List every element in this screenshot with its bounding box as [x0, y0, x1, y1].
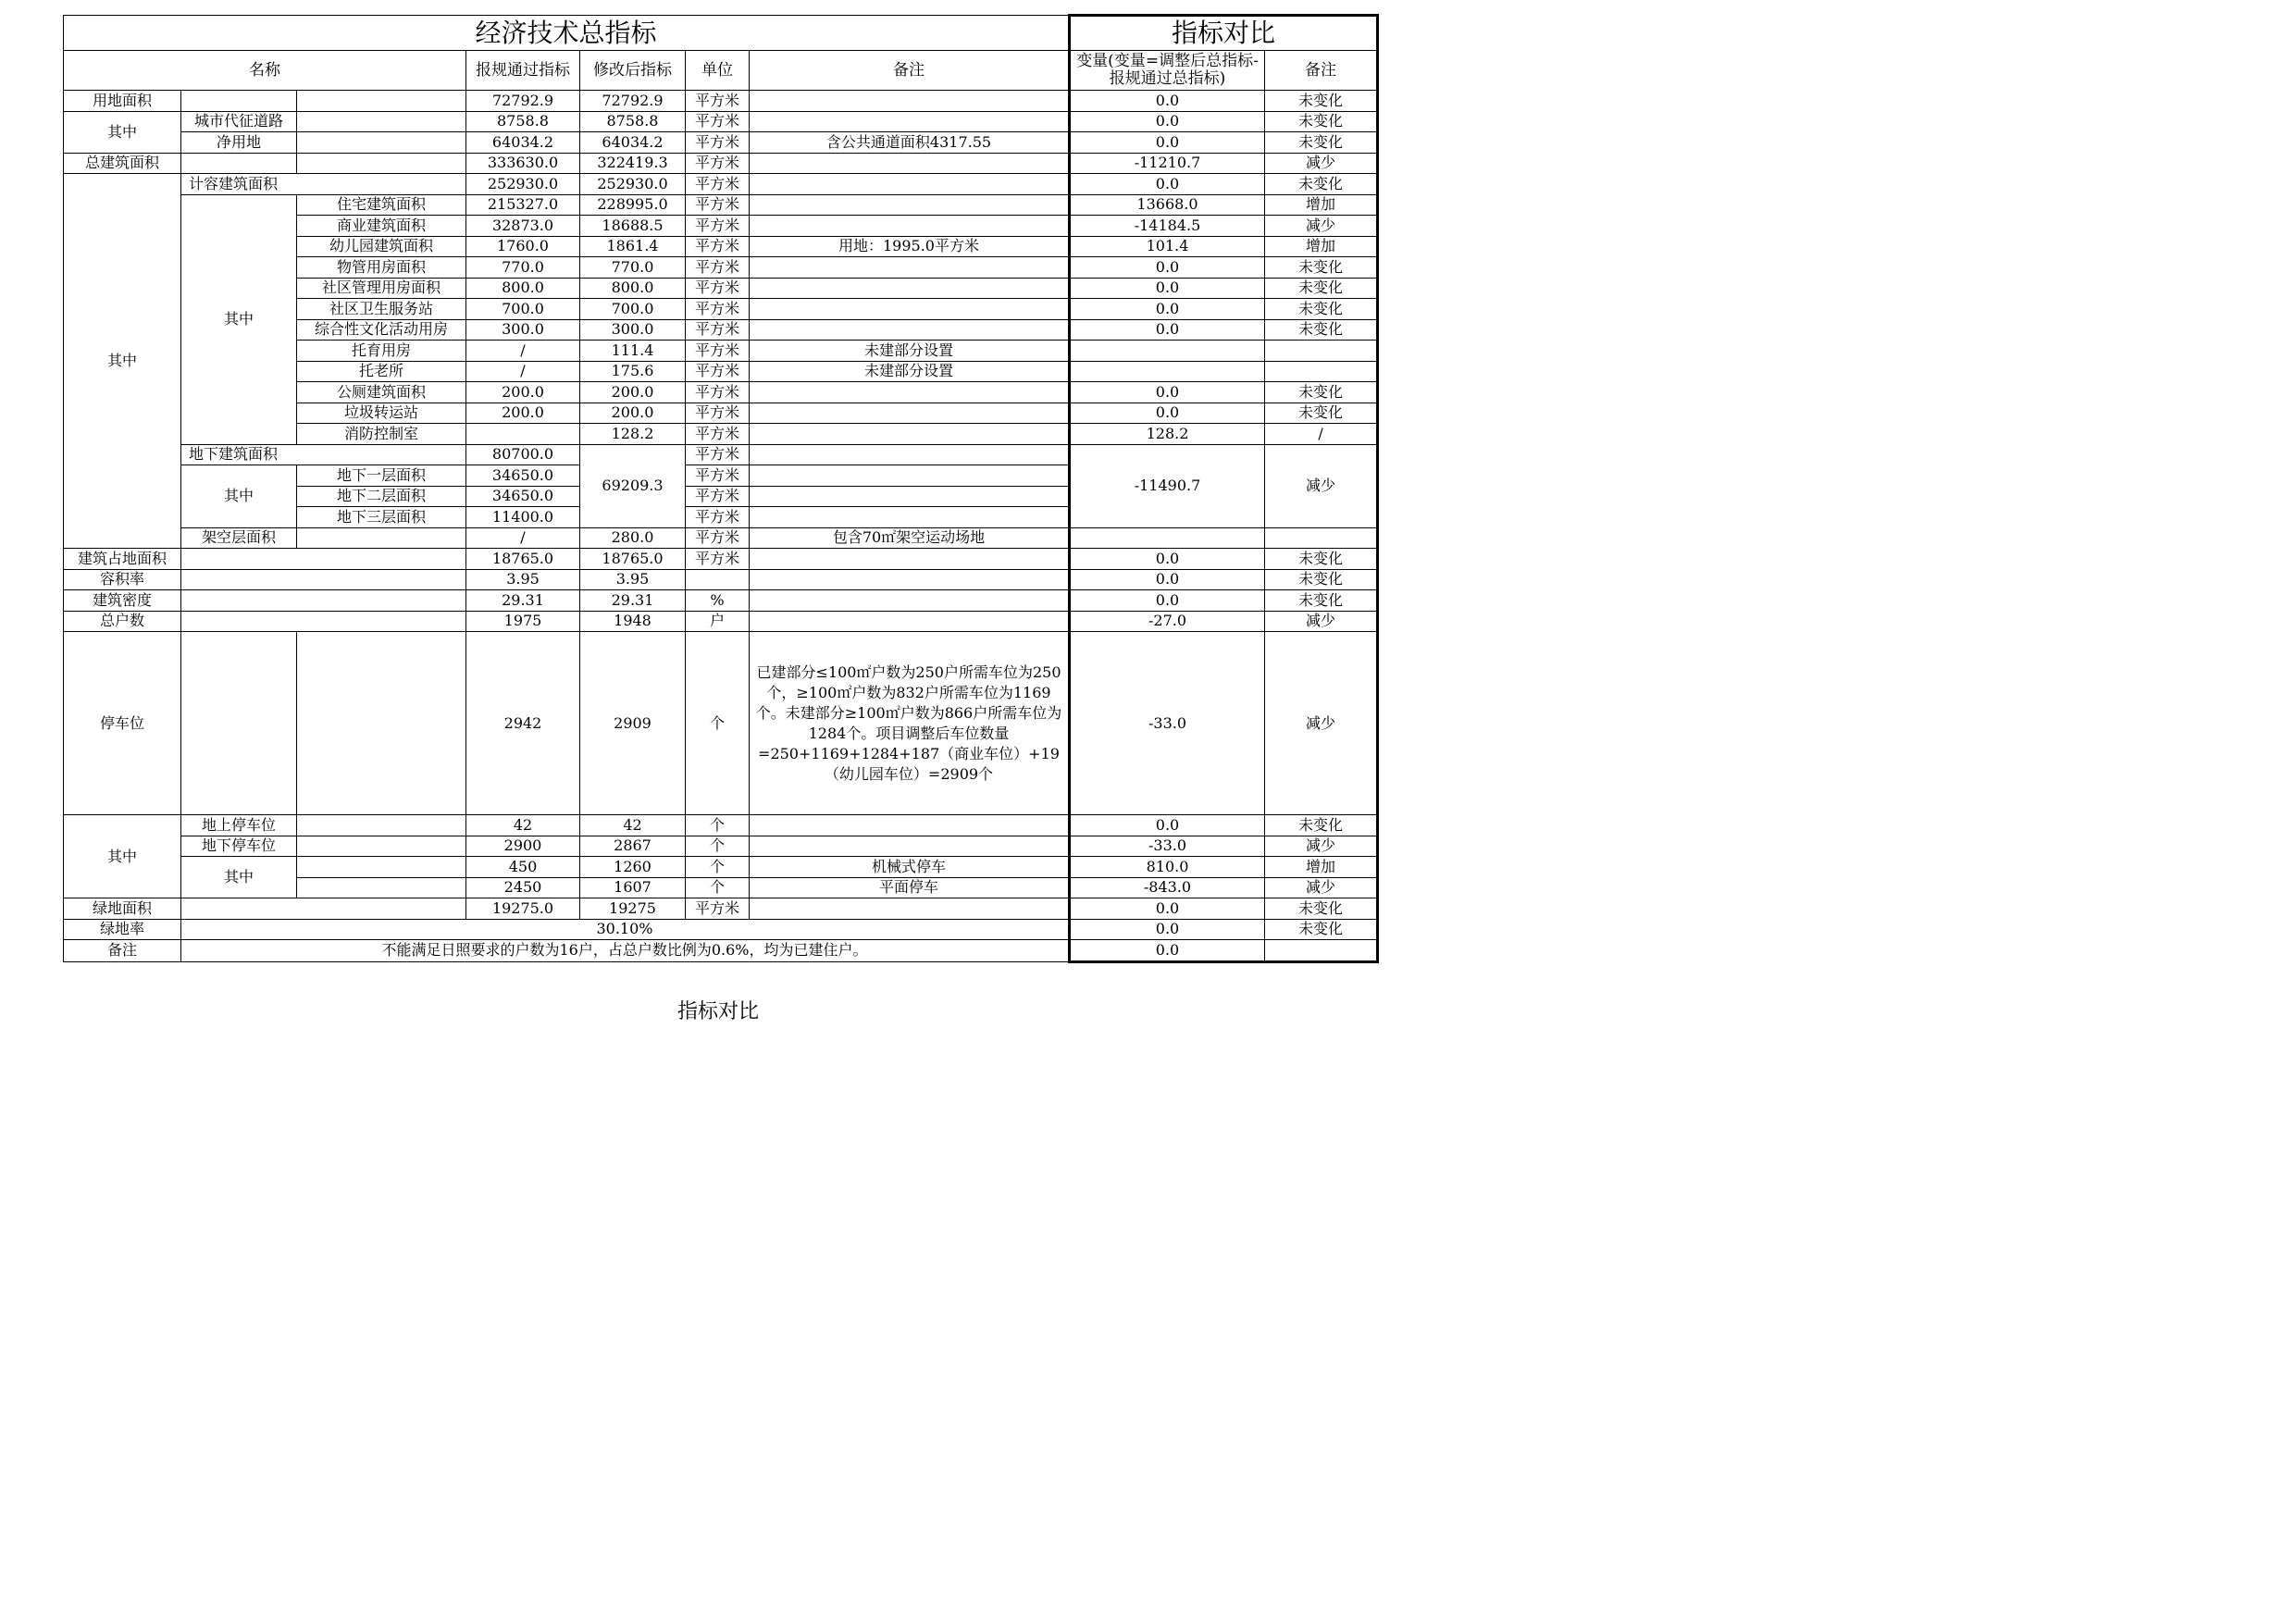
modified-cell: 770.0 [580, 257, 686, 279]
diff-cell: 0.0 [1070, 132, 1265, 154]
status-cell [1265, 361, 1378, 382]
modified-cell: 800.0 [580, 278, 686, 299]
modified-cell: 64034.2 [580, 132, 686, 154]
note-cell [750, 403, 1070, 424]
unit-cell: 平方米 [686, 236, 750, 257]
approved-cell: 450 [466, 857, 580, 878]
approved-cell: 32873.0 [466, 216, 580, 237]
note-cell [750, 174, 1070, 195]
note-cell [750, 216, 1070, 237]
note-cell [750, 319, 1070, 341]
row-label: 用地面积 [64, 91, 181, 112]
status-cell: 未变化 [1265, 299, 1378, 320]
unit-cell: 平方米 [686, 91, 750, 112]
modified-cell: 8758.8 [580, 111, 686, 132]
modified-cell: 2867 [580, 836, 686, 857]
diff-cell: 0.0 [1070, 590, 1265, 612]
approved-cell: 2450 [466, 877, 580, 898]
modified-cell: 1260 [580, 857, 686, 878]
row-label: 架空层面积 [181, 527, 297, 549]
modified-cell: 200.0 [580, 382, 686, 403]
group-label: 其中 [64, 111, 181, 153]
note-cell: 机械式停车 [750, 857, 1070, 878]
approved-cell: 64034.2 [466, 132, 580, 154]
diff-cell: 0.0 [1070, 898, 1265, 920]
modified-cell: 252930.0 [580, 174, 686, 195]
note-cell [750, 111, 1070, 132]
diff-cell: 0.0 [1070, 257, 1265, 279]
note-cell [750, 91, 1070, 112]
note-cell [750, 611, 1070, 632]
table-row [64, 111, 1378, 132]
row-label: 垃圾转运站 [297, 403, 466, 424]
table-row [64, 590, 1378, 612]
modified-cell: 128.2 [580, 424, 686, 445]
diff-cell [1070, 341, 1265, 362]
header-name: 名称 [64, 51, 466, 91]
table-row [64, 836, 1378, 857]
diff-cell: 13668.0 [1070, 194, 1265, 216]
note-cell [750, 424, 1070, 445]
row-label: 建筑密度 [64, 590, 181, 612]
modified-cell: 2909 [580, 632, 686, 815]
status-cell: 未变化 [1265, 319, 1378, 341]
row-label: 综合性文化活动用房 [297, 319, 466, 341]
row-label: 地下三层面积 [297, 507, 466, 528]
approved-cell: / [466, 341, 580, 362]
status-cell: 减少 [1265, 216, 1378, 237]
diff-cell: -33.0 [1070, 632, 1265, 815]
status-cell: 未变化 [1265, 132, 1378, 154]
unit-cell: 平方米 [686, 527, 750, 549]
table-row [64, 444, 1378, 465]
diff-cell: 0.0 [1070, 549, 1265, 570]
unit-cell: 平方米 [686, 174, 750, 195]
diff-cell: 0.0 [1070, 382, 1265, 403]
diff-cell: 0.0 [1070, 319, 1265, 341]
indicator-table [63, 14, 1379, 963]
unit-cell: 平方米 [686, 549, 750, 570]
table-row [64, 611, 1378, 632]
status-cell [1265, 940, 1378, 962]
note-cell [750, 836, 1070, 857]
unit-cell: 平方米 [686, 278, 750, 299]
diff-cell: -11210.7 [1070, 153, 1265, 174]
status-cell: 未变化 [1265, 278, 1378, 299]
modified-cell: 700.0 [580, 299, 686, 320]
modified-cell: 72792.9 [580, 91, 686, 112]
table-row [64, 194, 1378, 216]
row-label: 建筑占地面积 [64, 549, 181, 570]
unit-cell: 平方米 [686, 216, 750, 237]
table-row [64, 91, 1378, 112]
approved-cell: 80700.0 [466, 444, 580, 465]
diff-cell: -14184.5 [1070, 216, 1265, 237]
diff-cell: 101.4 [1070, 236, 1265, 257]
approved-cell: 19275.0 [466, 898, 580, 920]
approved-cell: 200.0 [466, 382, 580, 403]
modified-cell: 18765.0 [580, 549, 686, 570]
table-row [64, 132, 1378, 154]
status-cell: 增加 [1265, 857, 1378, 878]
status-cell [1265, 341, 1378, 362]
approved-cell: 18765.0 [466, 549, 580, 570]
approved-cell: 29.31 [466, 590, 580, 612]
status-cell: 未变化 [1265, 569, 1378, 590]
approved-cell: / [466, 527, 580, 549]
approved-cell: 333630.0 [466, 153, 580, 174]
row-label: 停车位 [64, 632, 181, 815]
note-cell: 平面停车 [750, 877, 1070, 898]
row-label: 地下建筑面积 [181, 444, 466, 465]
note-cell [750, 278, 1070, 299]
approved-cell: 215327.0 [466, 194, 580, 216]
note-cell [750, 153, 1070, 174]
diff-cell: -11490.7 [1070, 444, 1265, 527]
row-label: 商业建筑面积 [297, 216, 466, 237]
approved-cell: 8758.8 [466, 111, 580, 132]
diff-cell: 0.0 [1070, 569, 1265, 590]
status-cell: 增加 [1265, 194, 1378, 216]
group-label: 其中 [64, 815, 181, 898]
modified-cell: 3.95 [580, 569, 686, 590]
unit-cell: 个 [686, 815, 750, 836]
table-row [64, 527, 1378, 549]
header-unit: 单位 [686, 51, 750, 91]
row-label: 地下二层面积 [297, 486, 466, 507]
approved-cell: 2900 [466, 836, 580, 857]
unit-cell: 平方米 [686, 486, 750, 507]
status-cell: 减少 [1265, 444, 1378, 527]
table-row [64, 815, 1378, 836]
unit-cell: 平方米 [686, 319, 750, 341]
note-cell: 未建部分设置 [750, 361, 1070, 382]
group-label: 其中 [181, 194, 297, 444]
status-cell: / [1265, 424, 1378, 445]
note-cell: 用地：1995.0平方米 [750, 236, 1070, 257]
modified-cell: 300.0 [580, 319, 686, 341]
modified-cell: 19275 [580, 898, 686, 920]
status-cell: 未变化 [1265, 174, 1378, 195]
status-cell: 未变化 [1265, 382, 1378, 403]
unit-cell: 平方米 [686, 424, 750, 445]
table-row [64, 898, 1378, 920]
diff-cell: 0.0 [1070, 278, 1265, 299]
row-label: 备注 [64, 940, 181, 962]
approved-cell: 34650.0 [466, 465, 580, 487]
row-label: 社区管理用房面积 [297, 278, 466, 299]
row-label: 公厕建筑面积 [297, 382, 466, 403]
table-row [64, 632, 1378, 815]
unit-cell: 平方米 [686, 403, 750, 424]
header-note: 备注 [750, 51, 1070, 91]
row-label: 社区卫生服务站 [297, 299, 466, 320]
row-label: 净用地 [181, 132, 297, 154]
unit-cell: 平方米 [686, 898, 750, 920]
table-row [64, 940, 1378, 962]
note-cell [750, 444, 1070, 465]
approved-cell: 42 [466, 815, 580, 836]
status-cell: 未变化 [1265, 403, 1378, 424]
row-label: 幼儿园建筑面积 [297, 236, 466, 257]
merged-value-cell: 30.10% [181, 919, 1070, 940]
note-cell: 包含70㎡架空运动场地 [750, 527, 1070, 549]
table-row [64, 857, 1378, 878]
modified-cell: 29.31 [580, 590, 686, 612]
approved-cell: 72792.9 [466, 91, 580, 112]
modified-cell: 1607 [580, 877, 686, 898]
diff-cell: 0.0 [1070, 940, 1265, 962]
row-label: 总建筑面积 [64, 153, 181, 174]
row-label: 托育用房 [297, 341, 466, 362]
approved-cell: 2942 [466, 632, 580, 815]
header-variation: 变量(变量=调整后总指标-报规通过总指标) [1070, 51, 1265, 91]
parking-note: 已建部分≤100㎡户数为250户所需车位为250个，≥100㎡户数为832户所需车位为1169个。未建部分≥100㎡户数为866户所需车位为1284个。项目调整后车位数量=250+1169+1284+187（商业车位）+19（幼儿园车位）=2909个 [750, 632, 1070, 815]
status-cell: 未变化 [1265, 257, 1378, 279]
modified-cell: 111.4 [580, 341, 686, 362]
modified-cell: 280.0 [580, 527, 686, 549]
note-cell: 含公共通道面积4317.55 [750, 132, 1070, 154]
row-label: 绿地率 [64, 919, 181, 940]
row-label: 托老所 [297, 361, 466, 382]
row-label: 绿地面积 [64, 898, 181, 920]
table-row [64, 569, 1378, 590]
modified-cell: 1948 [580, 611, 686, 632]
diff-cell: 0.0 [1070, 91, 1265, 112]
table-row [64, 153, 1378, 174]
approved-cell [466, 424, 580, 445]
row-label: 计容建筑面积 [181, 174, 466, 195]
approved-cell: 300.0 [466, 319, 580, 341]
status-cell: 未变化 [1265, 91, 1378, 112]
note-cell [750, 569, 1070, 590]
modified-cell: 42 [580, 815, 686, 836]
modified-cell: 228995.0 [580, 194, 686, 216]
diff-cell: 0.0 [1070, 299, 1265, 320]
diff-cell: -27.0 [1070, 611, 1265, 632]
note-cell [750, 257, 1070, 279]
unit-cell: 平方米 [686, 341, 750, 362]
table-title: 经济技术总指标 [64, 16, 1070, 51]
unit-cell: 平方米 [686, 111, 750, 132]
status-cell: 未变化 [1265, 815, 1378, 836]
group-label: 其中 [64, 174, 181, 549]
diff-cell: -33.0 [1070, 836, 1265, 857]
row-label: 容积率 [64, 569, 181, 590]
approved-cell: 11400.0 [466, 507, 580, 528]
remark-text: 不能满足日照要求的户数为16户，占总户数比例为0.6%，均为已建住户。 [181, 940, 1070, 962]
header-compare-note: 备注 [1265, 51, 1378, 91]
diff-cell: 0.0 [1070, 111, 1265, 132]
row-label: 地下停车位 [181, 836, 297, 857]
group-label: 其中 [181, 857, 297, 898]
status-cell: 未变化 [1265, 111, 1378, 132]
table-row [64, 919, 1378, 940]
row-label: 城市代征道路 [181, 111, 297, 132]
note-cell [750, 815, 1070, 836]
modified-cell: 200.0 [580, 403, 686, 424]
status-cell: 增加 [1265, 236, 1378, 257]
approved-cell: 3.95 [466, 569, 580, 590]
status-cell: 减少 [1265, 836, 1378, 857]
row-label: 地下一层面积 [297, 465, 466, 487]
diff-cell [1070, 361, 1265, 382]
unit-cell: 平方米 [686, 132, 750, 154]
diff-cell: 0.0 [1070, 174, 1265, 195]
unit-cell: 个 [686, 877, 750, 898]
approved-cell: 252930.0 [466, 174, 580, 195]
modified-cell: 322419.3 [580, 153, 686, 174]
unit-cell: % [686, 590, 750, 612]
approved-cell: 34650.0 [466, 486, 580, 507]
unit-cell: 平方米 [686, 361, 750, 382]
approved-cell: 200.0 [466, 403, 580, 424]
unit-cell: 个 [686, 632, 750, 815]
row-label: 物管用房面积 [297, 257, 466, 279]
note-cell [750, 590, 1070, 612]
status-cell: 未变化 [1265, 919, 1378, 940]
row-label: 住宅建筑面积 [297, 194, 466, 216]
unit-cell: 平方米 [686, 194, 750, 216]
unit-cell: 平方米 [686, 257, 750, 279]
note-cell [750, 549, 1070, 570]
note-cell [750, 194, 1070, 216]
diff-cell: 128.2 [1070, 424, 1265, 445]
row-label: 消防控制室 [297, 424, 466, 445]
status-cell: 减少 [1265, 632, 1378, 815]
modified-cell: 18688.5 [580, 216, 686, 237]
unit-cell: 平方米 [686, 382, 750, 403]
unit-cell: 户 [686, 611, 750, 632]
approved-cell: 770.0 [466, 257, 580, 279]
status-cell: 减少 [1265, 153, 1378, 174]
row-label: 地上停车位 [181, 815, 297, 836]
note-cell [750, 382, 1070, 403]
table-row [64, 549, 1378, 570]
unit-cell: 平方米 [686, 465, 750, 487]
group-label: 其中 [181, 465, 297, 528]
compare-title: 指标对比 [1070, 16, 1378, 51]
unit-cell: 个 [686, 857, 750, 878]
status-cell [1265, 527, 1378, 549]
header-approved: 报规通过指标 [466, 51, 580, 91]
unit-cell: 平方米 [686, 444, 750, 465]
status-cell: 未变化 [1265, 590, 1378, 612]
approved-cell: / [466, 361, 580, 382]
diff-cell: 810.0 [1070, 857, 1265, 878]
approved-cell: 800.0 [466, 278, 580, 299]
note-cell [750, 898, 1070, 920]
sheet-caption: 指标对比 [676, 1000, 759, 1023]
diff-cell [1070, 527, 1265, 549]
unit-cell [686, 569, 750, 590]
unit-cell: 平方米 [686, 153, 750, 174]
row-label: 总户数 [64, 611, 181, 632]
status-cell: 未变化 [1265, 898, 1378, 920]
diff-cell: 0.0 [1070, 403, 1265, 424]
diff-cell: -843.0 [1070, 877, 1265, 898]
header-modified: 修改后指标 [580, 51, 686, 91]
unit-cell: 平方米 [686, 299, 750, 320]
modified-cell: 1861.4 [580, 236, 686, 257]
diff-cell: 0.0 [1070, 815, 1265, 836]
note-cell [750, 299, 1070, 320]
approved-cell: 1760.0 [466, 236, 580, 257]
unit-cell: 个 [686, 836, 750, 857]
modified-cell: 175.6 [580, 361, 686, 382]
diff-cell: 0.0 [1070, 919, 1265, 940]
modified-cell: 69209.3 [580, 444, 686, 527]
status-cell: 减少 [1265, 611, 1378, 632]
approved-cell: 700.0 [466, 299, 580, 320]
table-row [64, 174, 1378, 195]
unit-cell: 平方米 [686, 507, 750, 528]
approved-cell: 1975 [466, 611, 580, 632]
note-cell: 未建部分设置 [750, 341, 1070, 362]
status-cell: 未变化 [1265, 549, 1378, 570]
status-cell: 减少 [1265, 877, 1378, 898]
